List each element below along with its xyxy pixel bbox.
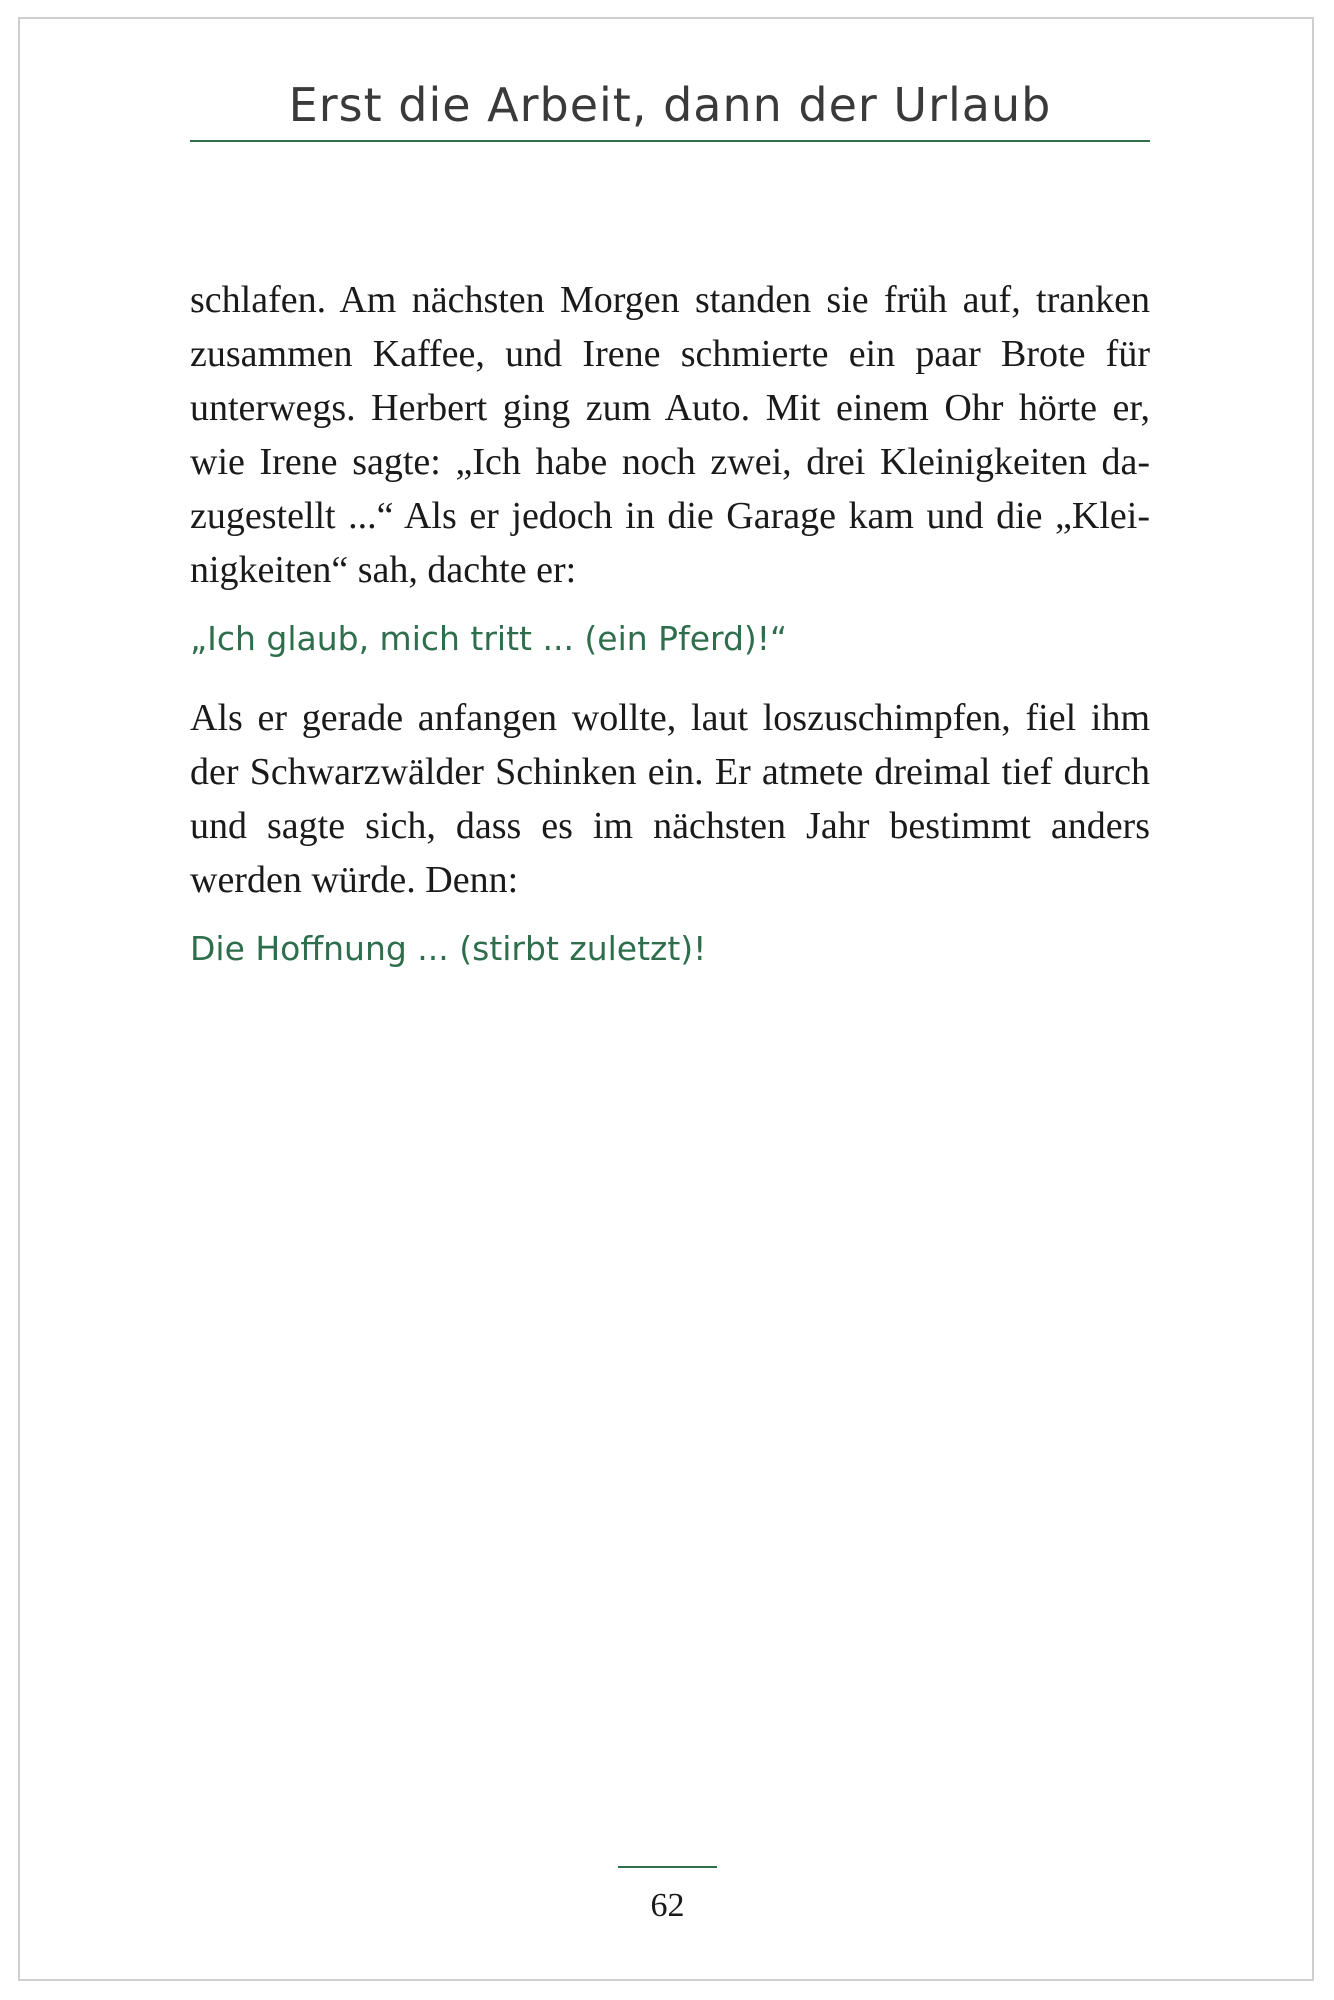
idiom-exclamation: „Ich glaub, mich tritt ... (ein Pferd)!“ (190, 619, 788, 658)
header-divider (190, 140, 1150, 142)
page-number: 62 (650, 1887, 685, 1924)
page-body (190, 273, 1150, 1001)
body-paragraph: schlafen. Am nächsten Morgen standen sie früh auf, tranken zusammen Kaffee, und Irene schmierte ein paar Brote für unterwegs. Herbert ging zum Auto. Mit einem Ohr hörte er, wie Irene sagte: „Ich habe noch zwei, drei Kleinigkeiten dazugestellt ...“ Als er jedoch in die Garage kam und die „Kleinigkeiten“ sah, dachte er: (190, 279, 1150, 591)
footer-divider (618, 1866, 717, 1868)
running-head-title: Erst die Arbeit, dann der Urlaub (288, 78, 1052, 132)
body-paragraph: Als er gerade anfangen wollte, laut loszuschimpfen, fiel ihm der Schwarzwälder Schinken ein. Er atmete dreimal tief durch und sagte sich, dass es im nächsten Jahr bestimmt anders werden würde. Denn: (190, 697, 1150, 901)
idiom-exclamation: Die Hoffnung ... (stirbt zuletzt)! (190, 929, 707, 968)
